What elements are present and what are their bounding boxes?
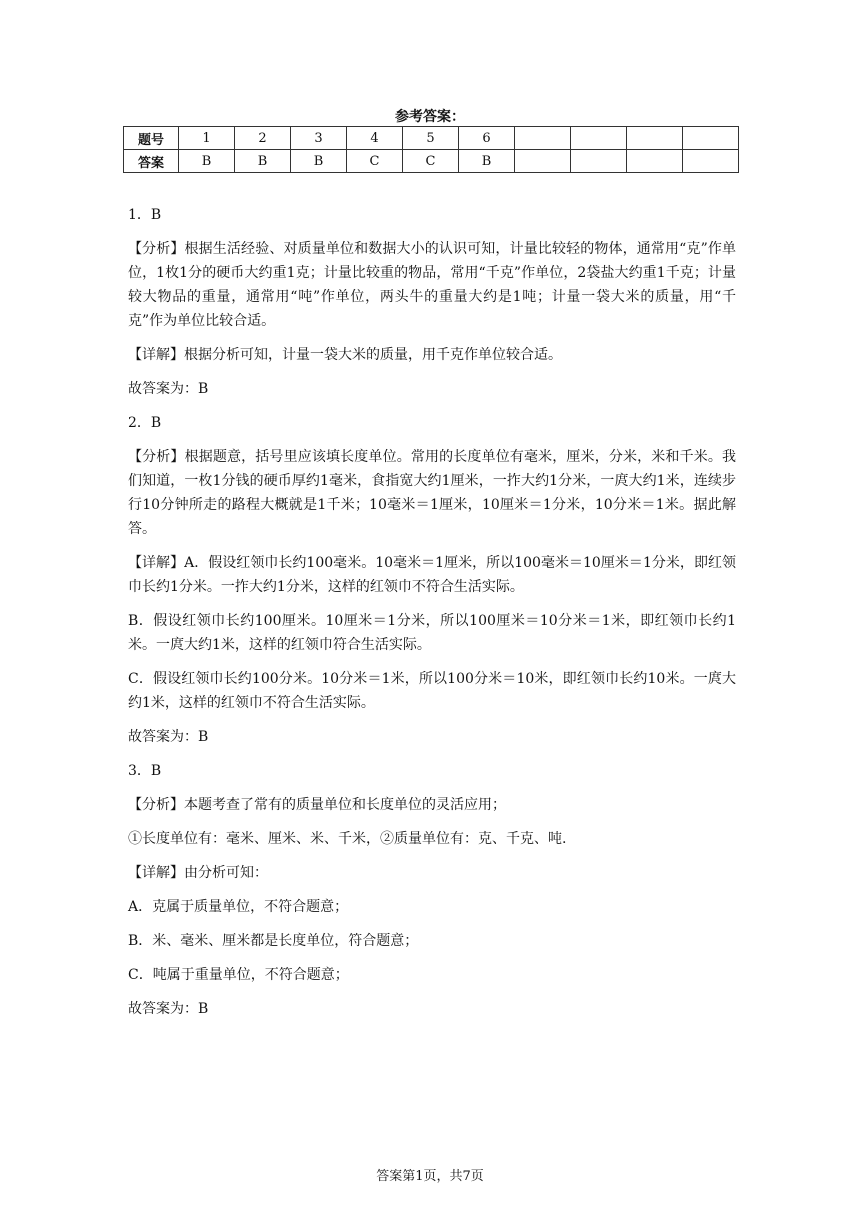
question-2-analysis: 【分析】根据题意，括号里应该填长度单位。常用的长度单位有毫米，厘米，分米，米和千米。我们知道，一枚1分钱的硬币厚约1毫米，食指宽大约1厘米，一拃大约1分米，一庹大约1米，连续步行10分钟所走的路程大概就是1千米；10毫米＝1厘米，10厘米＝1分米，10分米＝1米。据此解答。 <box>128 449 736 537</box>
question-1-answer: 1．B <box>128 207 162 223</box>
number-cell: 2 <box>235 127 291 150</box>
page-title: 参考答案： <box>395 109 465 125</box>
solution-content <box>128 203 736 1031</box>
question-1-analysis: 【分析】根据生活经验、对质量单位和数据大小的认识可知，计量比较轻的物体，通常用“克”作单位，1枚1分的硬币大约重1克；计量比较重的物品，常用“千克”作单位，2袋盐大约重1千克；计量较大物品的重量，通常用“吨”作单位，两头牛的重量大约是1吨；计量一袋大米的质量，用“千克”作为单位比较合适。 <box>128 241 736 329</box>
answer-cell: C <box>347 150 403 173</box>
question-3-analysis-units: ①长度单位有：毫米、厘米、米、千米，②质量单位有：克、千克、吨. <box>128 831 567 847</box>
number-cell <box>627 127 683 150</box>
number-cell: 4 <box>347 127 403 150</box>
question-2-conclusion: 故答案为：B <box>128 729 209 745</box>
question-2-detail-c: C．假设红领巾长约100分米。10分米＝1米，所以100分米＝10米，即红领巾长约10米。一庹大约1米，这样的红领巾不符合生活实际。 <box>128 671 736 711</box>
question-3-option-c: C．吨属于重量单位，不符合题意； <box>128 967 349 983</box>
answer-cell: B <box>235 150 291 173</box>
number-cell <box>515 127 571 150</box>
answer-cell <box>571 150 627 173</box>
question-1-conclusion: 故答案为：B <box>128 381 209 397</box>
header-label-cell: 题号 <box>124 127 179 150</box>
answer-cell <box>627 150 683 173</box>
question-3-answer: 3．B <box>128 763 162 779</box>
answer-cell: B <box>179 150 235 173</box>
number-cell: 3 <box>291 127 347 150</box>
number-cell: 1 <box>179 127 235 150</box>
question-1-detail: 【详解】根据分析可知，计量一袋大米的质量，用千克作单位较合适。 <box>128 347 562 363</box>
number-cell: 5 <box>403 127 459 150</box>
table-row-numbers <box>124 127 739 150</box>
number-cell <box>571 127 627 150</box>
answer-cell <box>515 150 571 173</box>
question-2-detail-a: 【详解】A．假设红领巾长约100毫米。10毫米＝1厘米，所以100毫米＝10厘米＝1分米，即红领巾长约1分米。一拃大约1分米，这样的红领巾不符合生活实际。 <box>128 555 736 595</box>
answer-cell: C <box>403 150 459 173</box>
question-2-detail-b: B．假设红领巾长约100厘米。10厘米＝1分米，所以100厘米＝10分米＝1米，即红领巾长约1米。一庹大约1米，这样的红领巾符合生活实际。 <box>128 613 736 653</box>
page-footer: 答案第1页，共7页 <box>376 1169 484 1184</box>
answer-label-cell: 答案 <box>124 150 179 173</box>
number-cell <box>683 127 739 150</box>
question-3-option-a: A．克属于质量单位，不符合题意； <box>128 899 349 915</box>
answer-cell: B <box>459 150 515 173</box>
question-2-answer: 2．B <box>128 415 162 431</box>
question-3-option-b: B．米、毫米、厘米都是长度单位，符合题意； <box>128 933 419 949</box>
answer-cell: B <box>291 150 347 173</box>
table-row-answers <box>124 150 739 173</box>
question-3-analysis: 【分析】本题考查了常有的质量单位和长度单位的灵活应用； <box>128 797 506 813</box>
answer-table <box>123 126 739 173</box>
answer-cell <box>683 150 739 173</box>
question-3-detail: 【详解】由分析可知： <box>128 865 268 881</box>
question-3-conclusion: 故答案为：B <box>128 1001 209 1017</box>
number-cell: 6 <box>459 127 515 150</box>
